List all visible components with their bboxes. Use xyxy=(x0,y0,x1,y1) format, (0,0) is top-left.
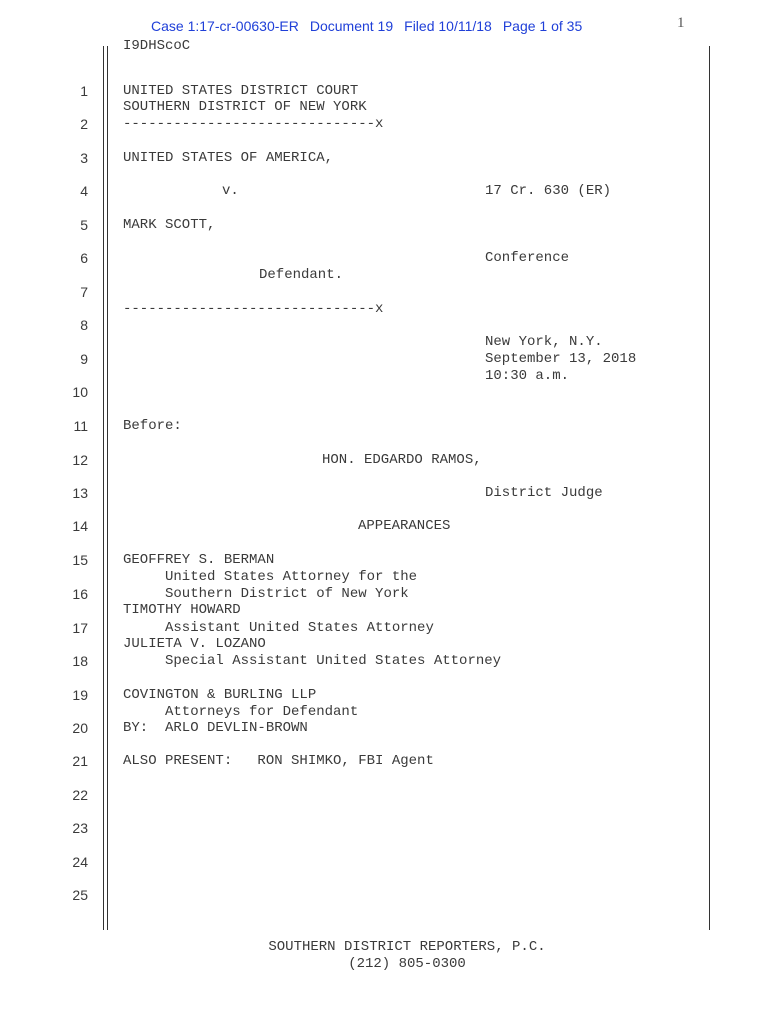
line-number: 14 xyxy=(72,518,88,534)
line-number: 15 xyxy=(72,552,88,568)
footer-phone: (212) 805-0300 xyxy=(348,956,466,972)
case-number: Case 1:17-cr-00630-ER xyxy=(151,18,299,34)
appearance-line: Special Assistant United States Attorney xyxy=(123,653,502,669)
document-number: Document 19 xyxy=(309,18,394,34)
line-number: 1 xyxy=(80,83,88,99)
judge-name: HON. EDGARDO RAMOS, xyxy=(322,452,482,468)
page-number: 1 xyxy=(677,15,685,31)
court-name-line1: UNITED STATES DISTRICT COURT xyxy=(123,83,359,99)
also-present: ALSO PRESENT: RON SHIMKO, FBI Agent xyxy=(123,753,434,769)
hearing-location: New York, N.Y. xyxy=(485,334,603,350)
line-number: 5 xyxy=(80,217,88,233)
left-margin-line-outer xyxy=(103,46,104,930)
court-name-line2: SOUTHERN DISTRICT OF NEW YORK xyxy=(123,99,367,115)
hearing-date: September 13, 2018 xyxy=(485,351,637,367)
line-number: 12 xyxy=(72,452,88,468)
line-number: 4 xyxy=(80,183,88,199)
caption-divider-top: ------------------------------x xyxy=(123,116,384,132)
left-margin-line-inner xyxy=(107,46,108,930)
defendant-name: MARK SCOTT, xyxy=(123,217,216,233)
appearance-line: TIMOTHY HOWARD xyxy=(123,602,241,618)
case-docket-number: 17 Cr. 630 (ER) xyxy=(485,183,612,199)
line-number: 20 xyxy=(72,720,88,736)
line-number: 17 xyxy=(72,620,88,636)
line-number: 25 xyxy=(72,887,88,903)
line-number: 8 xyxy=(80,317,88,333)
line-number: 22 xyxy=(72,787,88,803)
line-number: 16 xyxy=(72,586,88,602)
line-number: 18 xyxy=(72,653,88,669)
line-number: 3 xyxy=(80,150,88,166)
line-number: 10 xyxy=(72,384,88,400)
appearance-line: JULIETA V. LOZANO xyxy=(123,636,266,652)
line-number: 9 xyxy=(80,351,88,367)
line-number: 11 xyxy=(73,418,88,434)
footer-reporter: SOUTHERN DISTRICT REPORTERS, P.C. xyxy=(268,939,546,955)
defense-line: Attorneys for Defendant xyxy=(123,704,359,720)
proceeding-type: Conference xyxy=(485,250,570,266)
line-number: 24 xyxy=(72,854,88,870)
line-number: 19 xyxy=(72,687,88,703)
appearance-line: United States Attorney for the xyxy=(123,569,418,585)
versus: v. xyxy=(222,183,239,199)
line-number: 7 xyxy=(80,284,88,300)
judge-title: District Judge xyxy=(485,485,603,501)
line-number: 23 xyxy=(72,820,88,836)
line-number: 13 xyxy=(72,485,88,501)
right-margin-line xyxy=(709,46,710,930)
page-indicator: Page 1 of 35 xyxy=(502,18,583,34)
line-number: 6 xyxy=(80,250,88,266)
transcript-id: I9DHScoC xyxy=(123,38,191,54)
defendant-label: Defendant. xyxy=(259,267,344,283)
appearance-line: Southern District of New York xyxy=(123,586,409,602)
defense-line: BY: ARLO DEVLIN-BROWN xyxy=(123,720,308,736)
line-number: 2 xyxy=(80,116,88,132)
appearance-line: Assistant United States Attorney xyxy=(123,620,434,636)
appearances-heading: APPEARANCES xyxy=(358,518,451,534)
before-label: Before: xyxy=(123,418,182,434)
defense-line: COVINGTON & BURLING LLP xyxy=(123,687,317,703)
line-number: 21 xyxy=(72,753,88,769)
filing-stamp xyxy=(151,18,593,34)
appearance-line: GEOFFREY S. BERMAN xyxy=(123,552,275,568)
caption-divider-bottom: ------------------------------x xyxy=(123,301,384,317)
hearing-time: 10:30 a.m. xyxy=(485,368,570,384)
plaintiff-name: UNITED STATES OF AMERICA, xyxy=(123,150,334,166)
filed-date: Filed 10/11/18 xyxy=(404,18,492,34)
